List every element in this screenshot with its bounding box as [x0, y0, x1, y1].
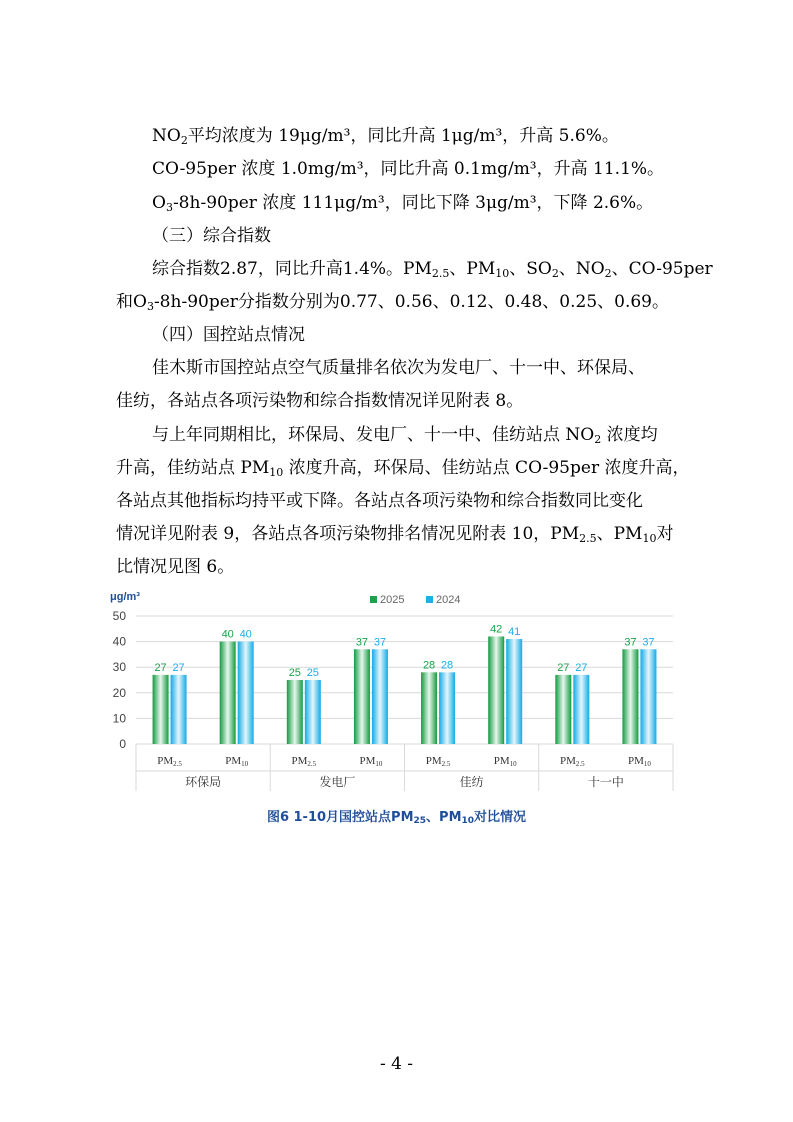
data-label: 37	[624, 636, 637, 649]
bar	[421, 672, 437, 744]
figure-caption: 图6 1-10月国控站点$PM_{25}$、$PM_{10}$对比情况	[266, 810, 527, 826]
y-tick-label: 20	[112, 685, 126, 700]
x-tick-label: PM10	[225, 755, 249, 768]
bar	[171, 675, 187, 744]
bar	[488, 636, 504, 744]
x-tick-label: PM2.5	[291, 755, 317, 768]
bar	[506, 639, 522, 744]
data-label: 40	[221, 628, 234, 641]
para-cmp-4: 情况详见附表 9，各站点各项污染物排名情况见附表 10，$PM_{2.5}$、$PM_{10}$对	[116, 524, 674, 545]
para-rank-2: 佳纺，各站点各项污染物和综合指数情况详见附表 8。	[116, 391, 524, 411]
data-label: 27	[154, 661, 167, 674]
bar	[305, 680, 321, 744]
bar	[555, 675, 571, 744]
legend-label: 2025	[380, 594, 405, 606]
para-co: CO-95per 浓度 1.0mg/m³，同比升高 0.1mg/m³，升高 11.1%。	[152, 159, 665, 179]
bar	[439, 672, 455, 744]
bar	[354, 649, 370, 744]
data-label: 40	[239, 628, 252, 641]
bar	[622, 649, 638, 744]
x-tick-label: PM10	[627, 755, 651, 768]
y-tick-label: 40	[112, 634, 126, 649]
data-label: 27	[172, 661, 185, 674]
station-label: 发电厂	[319, 775, 356, 789]
heading-stations: （四）国控站点情况	[152, 325, 305, 345]
data-label: 37	[373, 636, 387, 649]
x-tick-label: PM10	[359, 755, 383, 768]
data-label: 42	[490, 623, 503, 636]
bar	[238, 642, 254, 744]
bar	[153, 675, 169, 744]
data-label: 25	[306, 667, 319, 679]
para-no2: $NO_2$平均浓度为 19μg/m³，同比升高 1μg/m³，升高 5.6%。	[152, 126, 619, 147]
x-tick-label: PM2.5	[157, 755, 182, 768]
legend-label: 2024	[436, 594, 461, 606]
y-tick-label: 10	[112, 711, 126, 726]
para-cmp-5: 比情况见图 6。	[116, 557, 235, 577]
bar	[640, 649, 656, 744]
page-number: - 4 -	[379, 1054, 414, 1074]
legend-swatch	[426, 596, 433, 603]
para-cmp-1: 与上年同期相比，环保局、发电厂、十一中、佳纺站点 $NO_2$ 浓度均	[152, 425, 658, 446]
bar	[220, 642, 236, 744]
data-label: 41	[508, 626, 521, 639]
bar	[372, 649, 388, 744]
data-label: 27	[557, 661, 570, 674]
station-label: 十一中	[587, 775, 624, 789]
y-tick-label: 0	[119, 737, 126, 751]
para-rank-1: 佳木斯市国控站点空气质量排名依次为发电厂、十一中、环保局、	[152, 358, 645, 378]
pm-comparison-chart	[108, 588, 678, 796]
data-label: 28	[440, 659, 454, 672]
x-tick-label: PM2.5	[425, 755, 451, 768]
para-cmp-2: 升高，佳纺站点 $PM_{10}$ 浓度升高，环保局、佳纺站点 CO-95per 浓度升高，	[116, 458, 690, 479]
data-label: 37	[355, 636, 369, 649]
para-cmp-3: 各站点其他指标均持平或下降。各站点各项污染物和综合指数同比变化	[116, 491, 643, 511]
data-label: 28	[422, 659, 436, 672]
para-index-2: 和$O_3-8h-90per$分指数分别为0.77、0.56、0.12、0.48、0.25、0.69。	[116, 292, 670, 313]
y-axis-unit: μg/m³	[110, 591, 140, 603]
legend-swatch	[370, 596, 377, 603]
x-tick-label: PM10	[493, 755, 517, 768]
data-label: 37	[642, 636, 655, 649]
para-index-1: 综合指数2.87，同比升高1.4%。$PM_{2.5}$、$PM_{10}$、$SO_2$、$NO_2$、CO-95per	[152, 259, 713, 280]
data-label: 27	[575, 661, 588, 674]
data-label: 25	[288, 667, 301, 679]
heading-composite-index: （三）综合指数	[152, 226, 271, 246]
station-label: 佳纺	[459, 775, 484, 789]
x-tick-label: PM2.5	[559, 755, 585, 768]
para-o3: $O_3-8h-90per$ 浓度 111μg/m³，同比下降 3μg/m³，下降 2.6%。	[152, 193, 654, 214]
bar	[287, 680, 303, 744]
y-tick-label: 30	[112, 660, 126, 675]
station-label: 环保局	[185, 775, 222, 789]
bar	[573, 675, 589, 744]
y-tick-label: 50	[112, 609, 126, 623]
